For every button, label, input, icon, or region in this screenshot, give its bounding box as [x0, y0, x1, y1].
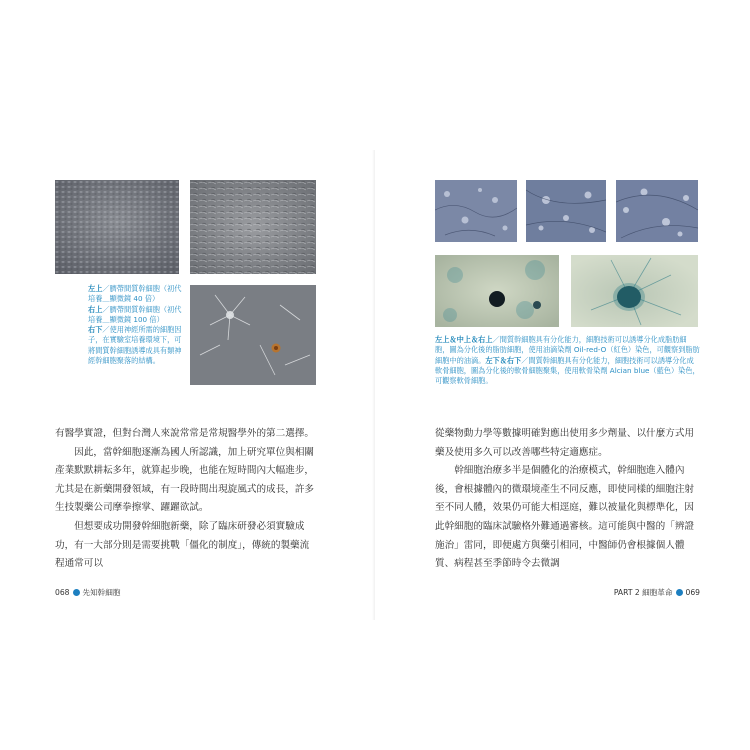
caption-label-top-right: 右上	[88, 304, 103, 314]
micrograph-fat-middle	[526, 180, 606, 242]
caption-text-top-right: ／臍帶間質幹細胞（初代培養＿顯微鏡 100 倍）	[88, 304, 182, 324]
right-footer	[614, 587, 700, 598]
bullet-dot-icon	[73, 589, 80, 596]
right-page-number: 069	[685, 588, 700, 597]
caption-label-adipocyte: 左上＆中上＆右上	[435, 335, 493, 344]
micrograph-bottom-right	[190, 285, 316, 385]
caption-text-cartilage: ／間質幹細胞具有分化能力，細胞技術可以誘導分化成軟骨細胞，圖為分化後的軟骨細胞聚集，使用軟骨染劑 Alcian blue（藍色）染色，可觀察軟骨細胞。	[435, 355, 700, 386]
right-part-title: PART 2 細胞革命	[613, 588, 673, 597]
right-paragraph-2: 幹細胞治療多半是個體化的治療模式，幹細胞進入體內後，會根據體內的微環境產生不同反應，即使同樣的細胞注射至不同人體，效果仍可能大相逕庭，難以被量化與標準化，因此幹細胞的臨床試驗格外難通過審核。這可能與中醫的「辨證施治」雷同，即便處方與藥引相同，中醫師仍會根據個人體質、病程甚至季節時令去微調	[435, 465, 695, 570]
left-figure-caption	[88, 284, 186, 366]
micrograph-cartilage-left	[435, 255, 559, 327]
left-page-number: 068	[55, 588, 70, 597]
micrograph-top-right	[190, 180, 316, 274]
left-footer	[55, 587, 120, 598]
caption-text-adipocyte: ／間質幹細胞具有分化能力，細胞技術可以誘導分化成脂肪細胞，圖為分化後的脂肪細胞，使用油滴染劑 Oil-red-O（紅色）染色，可觀察到脂肪細胞中的油滴。	[435, 335, 700, 365]
left-body-text	[55, 425, 317, 574]
micrograph-fat-left	[435, 180, 517, 242]
right-paragraph-1: 從藥物動力學等數據明確對應出使用多少劑量、以什麼方式用藥及使用多久可以改善哪些特定適應症。	[435, 428, 695, 458]
left-paragraph-1: 有醫學實證，但對台灣人來說常常是常規醫學外的第二選擇。	[55, 428, 315, 439]
micrograph-cartilage-right	[571, 255, 698, 327]
left-section-title: 先知幹細胞	[82, 588, 121, 597]
right-figure-caption	[435, 335, 700, 386]
left-paragraph-2: 因此，當幹細胞逐漸為國人所認識，加上研究單位與相關產業默默耕耘多年，就算起步晚，也能在短時間內大幅進步，尤其是在新藥開發領域，有一段時間出現旋風式的成長，許多生技製藥公司摩拳擦掌、躍躍欲試。	[55, 446, 315, 514]
caption-text-top-left: ／臍帶間質幹細胞（初代培養＿顯微鏡 40 倍）	[88, 284, 182, 304]
caption-label-cartilage: 左下＆右下	[485, 355, 522, 365]
caption-label-bottom-right: 右下	[88, 325, 103, 335]
caption-text-bottom-right: ／使用神經所需的細胞因子，在實驗室培養環境下，可將間質幹細胞誘導成具有類神經幹細胞聚落的結構。	[88, 325, 182, 366]
left-paragraph-3: 但想要成功開發幹細胞新藥，除了臨床研發必須實驗成功，有一大部分則是需要挑戰「僵化的制度」，傳統的製藥流程通常可以	[55, 520, 310, 570]
right-page	[375, 0, 750, 750]
caption-label-top-left: 左上	[88, 284, 103, 293]
bullet-dot-icon	[676, 589, 683, 596]
micrograph-top-left	[55, 180, 179, 274]
right-body-text	[435, 425, 700, 574]
micrograph-fat-right	[616, 180, 698, 242]
